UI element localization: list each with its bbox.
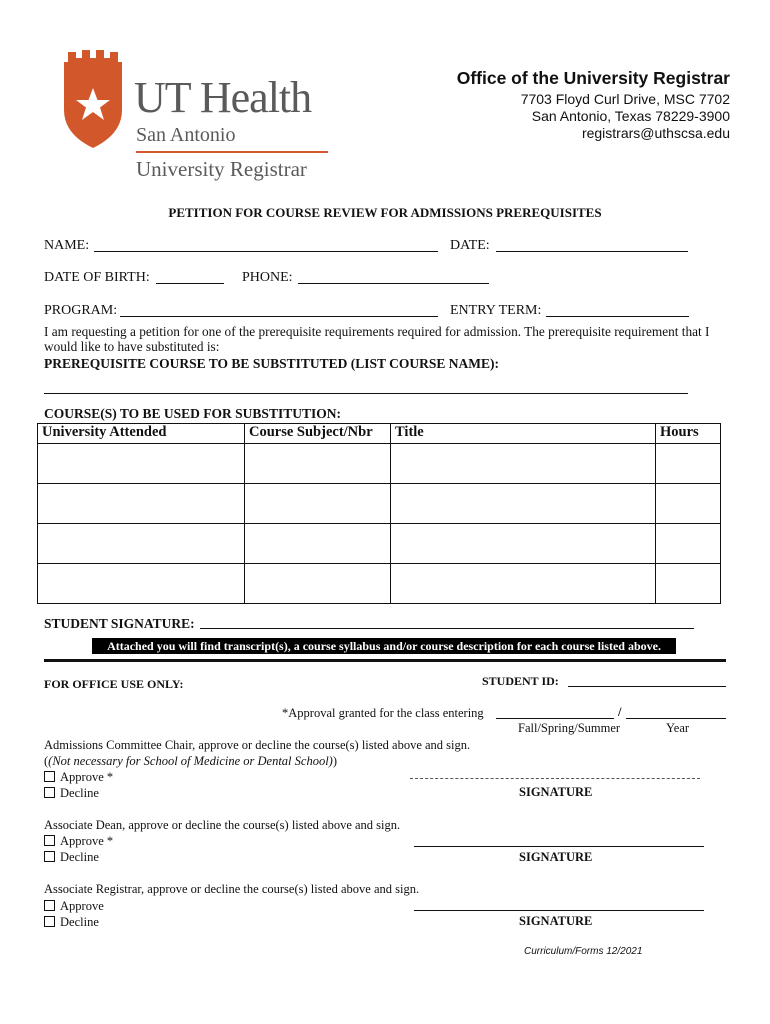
table-row (38, 524, 721, 564)
admissions-chair-signature-label: SIGNATURE (519, 785, 593, 799)
address-line-1: 7703 Floyd Curl Drive, MSC 7702 (520, 91, 730, 107)
col-title: Title (391, 424, 656, 444)
checkbox-icon (44, 787, 55, 798)
col-hours: Hours (656, 424, 721, 444)
associate-dean-approve[interactable]: Approve * (44, 834, 113, 849)
date-label: DATE: (450, 238, 490, 253)
approval-text: *Approval granted for the class entering (282, 706, 484, 720)
associate-registrar-approve[interactable]: Approve (44, 899, 104, 914)
request-text: I am requesting a petition for one of the prerequisite requirements required for admission. The prerequisite requirement that I would like to have substituted is: (44, 324, 710, 354)
entry-term-field[interactable] (546, 305, 689, 317)
student-id-label: STUDENT ID: (482, 674, 559, 688)
cell-hours[interactable] (656, 444, 721, 484)
year-hint: Year (666, 721, 690, 735)
cell-university[interactable] (38, 524, 245, 564)
cell-title[interactable] (391, 564, 656, 604)
program-label: PROGRAM: (44, 303, 118, 318)
logo-ut-health-text: UT Health (134, 73, 312, 122)
form-code: Curriculum/Forms 12/2021 (524, 946, 643, 957)
associate-dean-signature-label: SIGNATURE (519, 850, 593, 864)
shield-star-icon (60, 50, 126, 150)
phone-field[interactable] (298, 272, 489, 284)
cell-university[interactable] (38, 564, 245, 604)
admissions-chair-note: ((Not necessary for School of Medicine or Dental School)) (44, 754, 338, 768)
office-title: Office of the University Registrar (456, 68, 730, 88)
prereq-label: PREREQUISITE COURSE TO BE SUBSTITUTED (LIST COURSE NAME): (44, 356, 499, 371)
table-row (38, 484, 721, 524)
date-field[interactable] (496, 240, 688, 252)
ut-health-logo (60, 50, 335, 185)
attached-notice: Attached you will find transcript(s), a course syllabus and/or course description for each course listed above. (92, 638, 676, 654)
substitution-courses-table (37, 423, 721, 604)
program-field[interactable] (120, 305, 438, 317)
form-title: PETITION FOR COURSE REVIEW FOR ADMISSIONS PREREQUISITES (168, 205, 602, 220)
admissions-chair-decline[interactable]: Decline (44, 786, 99, 801)
checkbox-icon (44, 851, 55, 862)
prereq-course-field[interactable] (44, 383, 688, 394)
col-course-subject-nbr: Course Subject/Nbr (245, 424, 391, 444)
checkbox-icon (44, 835, 55, 846)
associate-dean-signature-line[interactable] (414, 836, 704, 847)
cell-university[interactable] (38, 484, 245, 524)
courses-label: COURSE(S) TO BE USED FOR SUBSTITUTION: (44, 406, 341, 421)
checkbox-icon (44, 771, 55, 782)
col-university-attended: University Attended (38, 424, 245, 444)
admissions-chair-instruction: Admissions Committee Chair, approve or decline the course(s) listed above and sign. (44, 738, 471, 752)
dob-field[interactable] (156, 272, 224, 284)
email-address: registrars@uthscsa.edu (581, 125, 730, 141)
approval-term-field[interactable] (496, 707, 614, 719)
logo-san-antonio-text: San Antonio (136, 124, 236, 146)
checkbox-icon (44, 916, 55, 927)
cell-title[interactable] (391, 444, 656, 484)
term-hint: Fall/Spring/Summer (518, 721, 621, 735)
associate-registrar-signature-line[interactable] (414, 900, 704, 911)
phone-label: PHONE: (242, 270, 293, 285)
dob-label: DATE OF BIRTH: (44, 270, 150, 285)
name-field[interactable] (94, 240, 438, 252)
admissions-chair-signature-line[interactable] (410, 770, 700, 779)
checkbox-icon (44, 900, 55, 911)
admissions-chair-approve[interactable]: Approve * (44, 770, 113, 785)
cell-course[interactable] (245, 564, 391, 604)
office-use-label: FOR OFFICE USE ONLY: (44, 677, 184, 691)
term-year-separator: / (618, 705, 622, 719)
entry-term-label: ENTRY TERM: (450, 303, 542, 318)
cell-course[interactable] (245, 484, 391, 524)
cell-title[interactable] (391, 524, 656, 564)
approval-year-field[interactable] (626, 707, 726, 719)
cell-hours[interactable] (656, 524, 721, 564)
cell-course[interactable] (245, 444, 391, 484)
cell-course[interactable] (245, 524, 391, 564)
associate-dean-decline[interactable]: Decline (44, 850, 99, 865)
cell-hours[interactable] (656, 564, 721, 604)
logo-divider (136, 151, 328, 153)
associate-registrar-signature-label: SIGNATURE (519, 914, 593, 928)
cell-title[interactable] (391, 484, 656, 524)
associate-registrar-decline[interactable]: Decline (44, 915, 99, 930)
student-id-field[interactable] (568, 675, 726, 687)
cell-university[interactable] (38, 444, 245, 484)
logo-department-text: University Registrar (136, 157, 307, 181)
name-label: NAME: (44, 238, 90, 253)
associate-registrar-instruction: Associate Registrar, approve or decline the course(s) listed above and sign. (44, 882, 420, 896)
section-divider (44, 659, 726, 662)
table-header-row (38, 424, 721, 444)
cell-hours[interactable] (656, 484, 721, 524)
associate-dean-instruction: Associate Dean, approve or decline the course(s) listed above and sign. (44, 818, 401, 832)
student-signature-field[interactable] (200, 617, 694, 629)
student-signature-label: STUDENT SIGNATURE: (44, 616, 195, 631)
table-row (38, 564, 721, 604)
table-row (38, 444, 721, 484)
address-line-2: San Antonio, Texas 78229-3900 (531, 108, 730, 124)
